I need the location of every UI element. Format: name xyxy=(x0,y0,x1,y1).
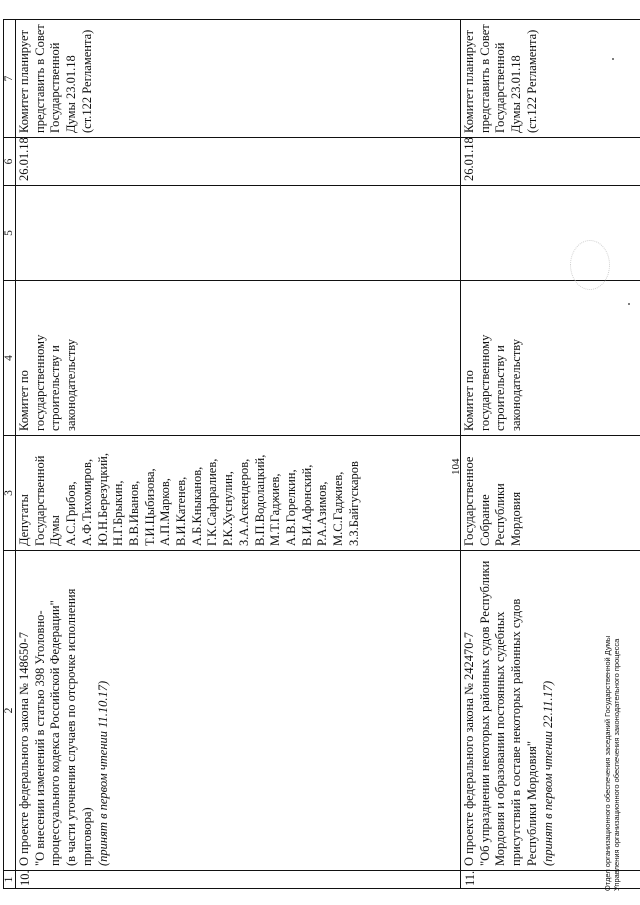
deputy-name: А.С.Грибов, xyxy=(64,481,79,546)
deputy-name: Р.А.Азимов, xyxy=(315,481,330,546)
scan-speck xyxy=(612,58,614,60)
scan-speck xyxy=(628,303,630,305)
agenda-table xyxy=(3,19,640,889)
header-cell: 1 xyxy=(4,871,16,889)
header-row xyxy=(4,20,16,889)
bill-status: (принят в первом чтении 22.11.17) xyxy=(540,680,555,866)
bill-title-cell xyxy=(16,551,461,871)
deputy-name: В.И.Афонский, xyxy=(299,464,314,546)
deputy-name: А.В.Горелкин, xyxy=(283,469,298,546)
header-cell: 6 xyxy=(4,138,16,186)
deputy-name: З.А.Аскендеров, xyxy=(236,458,251,546)
deputy-name: А.П.Марков, xyxy=(158,478,173,546)
deputy-name: В.И.Катенев, xyxy=(174,476,189,546)
row-number: 11. xyxy=(461,871,640,889)
footer-line-department: Отдел организационного обеспечения заседаний Государственной Думы xyxy=(603,635,612,891)
deputy-name: Г.К.Сафаралиев, xyxy=(205,458,220,546)
date-cell: 26.01.18 xyxy=(461,138,640,186)
column-5-cell xyxy=(461,186,640,281)
header-cell: 7 xyxy=(4,20,16,138)
deputy-name: Н.Г.Брыкин, xyxy=(111,480,126,546)
header-cell: 2 xyxy=(4,551,16,871)
deputy-name: Т.И.Цыбизова, xyxy=(142,468,157,546)
header-cell: 4 xyxy=(4,281,16,436)
faint-stamp-mark xyxy=(570,240,610,290)
row-number: 10. xyxy=(16,871,461,889)
deputy-name: З.З.Байгускаров xyxy=(346,461,361,546)
committee: Комитет по государственному строительству и законодательству xyxy=(461,281,640,436)
date-cell: 26.01.18 xyxy=(16,138,461,186)
authors-heading: Государственное Собрание Республики Мордовия xyxy=(462,456,524,546)
bill-status: (принят в первом чтении 11.10.17) xyxy=(95,680,110,866)
authors-cell xyxy=(16,436,461,551)
deputy-name: В.П.Водолацкий, xyxy=(252,454,267,546)
note-cell: Комитет планирует представить в Совет Государственной Думы 23.01.18 (ст.122 Регламента) xyxy=(461,20,640,138)
deputy-name: М.Т.Гаджиев, xyxy=(268,473,283,546)
table-row xyxy=(16,20,461,889)
authors-cell xyxy=(461,436,640,551)
page-number: 104 xyxy=(450,458,462,475)
deputy-name: Р.К.Хуснулин, xyxy=(221,471,236,546)
footer xyxy=(603,636,621,891)
committee: Комитет по государственному строительству и законодательству xyxy=(16,281,461,436)
deputies-list xyxy=(64,440,362,546)
deputy-name: М.С.Гаджиев, xyxy=(331,471,346,546)
column-5-cell xyxy=(16,186,461,281)
authors-heading: Депутаты Государственной Думы xyxy=(17,455,63,546)
deputy-name: Ю.Н.Березуцкий, xyxy=(95,453,110,546)
bill-title: О проекте федерального закона № 148650-7 "О внесении изменений в статью 398 Уголовно-процессуального кодекса Российской Федерации" (в части уточнения случаев по отсрочке исполнения приговора) xyxy=(17,588,94,866)
footer-line-directorate: Управления организационного обеспечения законодательного процесса xyxy=(612,638,621,891)
header-cell: 5 xyxy=(4,186,16,281)
deputy-name: А.Б.Кныканов, xyxy=(189,466,204,546)
deputy-name: А.Ф.Тихомиров, xyxy=(79,458,94,546)
bill-title: О проекте федерального закона № 242470-7 "Об упразднении некоторых районных судов Республики Мордовия и образовании постоянных судебных присутствий в составе некоторых районных судов Республики Мордовия" xyxy=(462,560,539,866)
header-cell: 3 xyxy=(4,436,16,551)
note-cell: Комитет планирует представить в Совет Государственной Думы 23.01.18 (ст.122 Регламента) xyxy=(16,20,461,138)
deputy-name: В.В.Иванов, xyxy=(126,480,141,546)
